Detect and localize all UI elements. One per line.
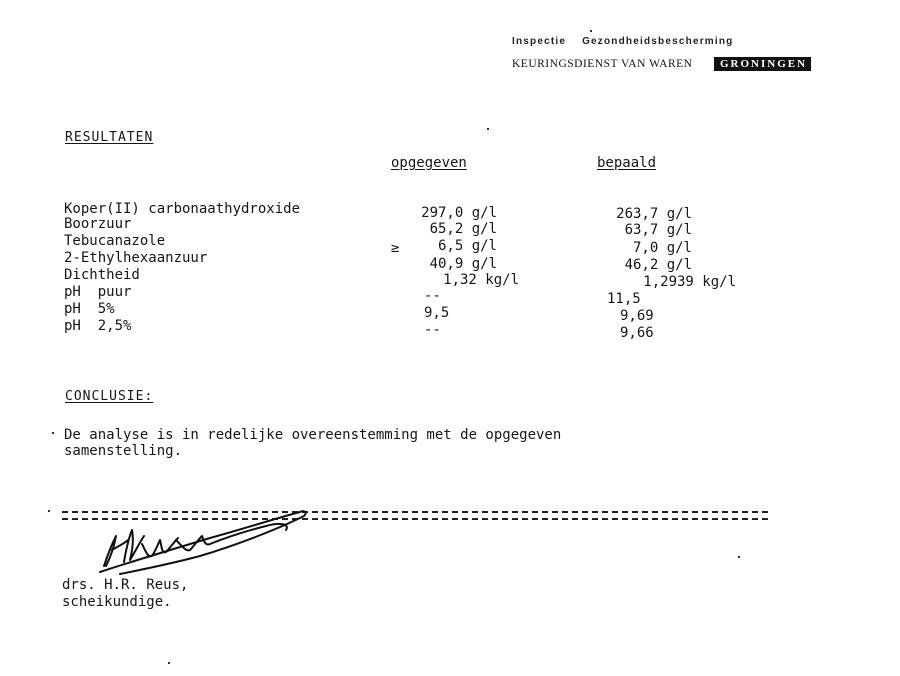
row-label: Tebucanazole	[64, 233, 166, 249]
column-header-determined: bepaald	[597, 155, 657, 171]
row-value-determined: 11,5	[607, 291, 641, 307]
conclusion-line-2: samenstelling.	[64, 443, 183, 459]
row-value-determined: 1,2939 kg/l	[643, 274, 736, 290]
row-label: Koper(II) carbonaathydroxide	[64, 201, 301, 217]
conclusion-heading: CONCLUSIE:	[65, 389, 154, 404]
greater-equal-mark: ≥	[391, 240, 400, 256]
row-value-determined: 63,7 g/l	[624, 222, 692, 238]
row-label: 2-Ethylhexaanzuur	[64, 250, 208, 266]
row-value-given: --	[424, 322, 441, 338]
letterhead-city-badge: GRONINGEN	[714, 57, 811, 71]
handwritten-signature	[90, 500, 320, 580]
row-value-given: 6,5 g/l	[437, 238, 497, 254]
conclusion-text	[64, 427, 561, 459]
row-value-determined: 9,69	[620, 308, 654, 324]
letterhead-organization-name: KEURINGSDIENST VAN WAREN	[512, 58, 693, 70]
row-label: pH puur	[64, 284, 132, 300]
row-label: pH 2,5%	[64, 318, 132, 334]
column-header-given: opgegeven	[391, 155, 467, 171]
scan-speck	[168, 662, 170, 664]
row-value-given: 9,5	[424, 305, 450, 321]
row-value-determined: 7,0 g/l	[632, 240, 692, 256]
conclusion-line-1: De analyse is in redelijke overeenstemming met de opgegeven	[64, 427, 562, 443]
scan-speck	[738, 556, 740, 558]
letterhead-organization-top: Inspectie Gezondheidsbescherming	[512, 36, 734, 47]
row-value-determined: 46,2 g/l	[624, 257, 692, 273]
row-value-given: 65,2 g/l	[429, 221, 497, 237]
row-value-given: --	[424, 288, 441, 304]
row-value-given: 1,32 kg/l	[443, 272, 519, 288]
scan-speck	[487, 128, 489, 130]
signatory-name: drs. H.R. Reus,	[62, 577, 189, 593]
signatory-block	[62, 577, 188, 611]
row-label: pH 5%	[64, 301, 115, 317]
scan-speck	[48, 510, 50, 512]
row-value-determined: 9,66	[620, 325, 654, 341]
row-value-given: 40,9 g/l	[429, 256, 497, 272]
row-label: Dichtheid	[64, 267, 140, 283]
row-value-determined: 263,7 g/l	[616, 206, 692, 222]
row-label: Boorzuur	[64, 216, 132, 232]
scan-speck	[52, 432, 54, 434]
scan-speck	[590, 30, 592, 32]
results-heading: RESULTATEN	[65, 130, 154, 145]
signatory-title: scheikundige.	[62, 594, 172, 610]
row-value-given: 297,0 g/l	[421, 205, 497, 221]
